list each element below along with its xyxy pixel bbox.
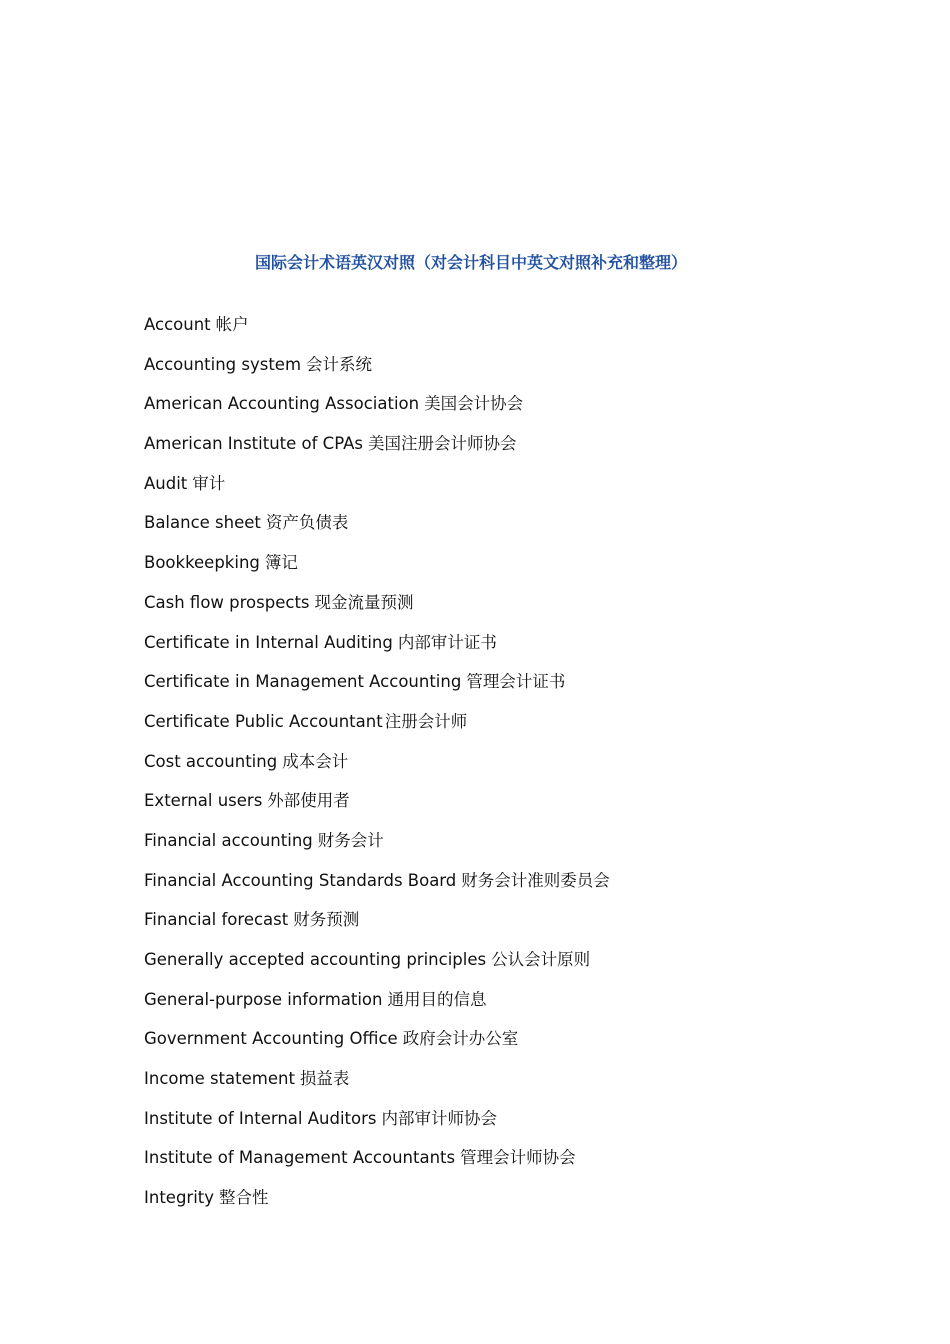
term-item (144, 631, 610, 671)
term-english: Certificate in Management Accounting (144, 672, 462, 692)
term-english: General-purpose information (144, 989, 383, 1009)
term-english: Audit (144, 473, 188, 493)
term-item (144, 829, 610, 869)
term-chinese: 簿记 (264, 553, 298, 573)
term-item (144, 591, 610, 631)
term-english: Generally accepted accounting principles (144, 950, 487, 969)
term-item (144, 988, 610, 1028)
term-chinese: 成本会计 (282, 751, 349, 771)
term-chinese: 帐户 (215, 315, 249, 334)
term-item (144, 750, 610, 790)
term-chinese: 政府会计办公室 (402, 1029, 519, 1049)
term-item (144, 948, 610, 988)
term-english: Financial accounting (144, 830, 313, 850)
term-chinese: 通用目的信息 (387, 989, 487, 1009)
term-english: Accounting system (144, 354, 302, 374)
term-chinese: 审计 (192, 473, 226, 493)
term-english: Cost accounting (144, 751, 278, 771)
term-chinese: 外部使用者 (267, 791, 350, 811)
term-english: Integrity (144, 1188, 215, 1208)
term-item (144, 1067, 610, 1107)
term-english: Financial Accounting Standards Board (144, 870, 457, 890)
term-english: Bookkeepking (144, 553, 260, 573)
term-english: Balance sheet (144, 513, 261, 533)
term-chinese: 内部审计证书 (397, 632, 497, 652)
term-item (144, 1186, 610, 1226)
term-english: Income statement (144, 1069, 295, 1089)
term-item (144, 1027, 610, 1067)
term-english: Certificate Public Accountant (144, 711, 383, 731)
term-english: Institute of Internal Auditors (144, 1108, 377, 1128)
term-chinese: 管理会计证书 (466, 672, 566, 692)
term-item (144, 392, 610, 432)
term-item (144, 710, 610, 750)
term-chinese: 现金流量预测 (314, 592, 414, 612)
term-chinese: 会计系统 (306, 354, 373, 374)
term-english: Account (144, 315, 211, 334)
term-item (144, 511, 610, 551)
term-english: Cash flow prospects (144, 592, 310, 612)
term-english: American Accounting Association (144, 394, 420, 414)
term-item (144, 1146, 610, 1186)
document-title: 国际会计术语英汉对照（对会计科目中英文对照补充和整理） (254, 253, 687, 272)
term-english: Financial forecast (144, 910, 289, 930)
term-english: Institute of Management Accountants (144, 1148, 456, 1168)
term-chinese: 财务预测 (293, 910, 360, 930)
term-item (144, 432, 610, 472)
term-item (144, 789, 610, 829)
term-chinese: 公认会计原则 (491, 950, 591, 969)
term-chinese: 内部审计师协会 (381, 1108, 497, 1128)
term-item (144, 353, 610, 393)
term-chinese: 管理会计师协会 (460, 1148, 576, 1168)
term-list (144, 313, 610, 1226)
term-chinese: 整合性 (219, 1188, 269, 1208)
term-item (144, 313, 610, 353)
term-english: External users (144, 791, 263, 811)
term-chinese: 损益表 (299, 1069, 350, 1089)
term-english: American Institute of CPAs (144, 434, 363, 454)
term-chinese: 财务会计 (317, 830, 384, 850)
term-english: Certificate in Internal Auditing (144, 632, 393, 652)
term-item (144, 551, 610, 591)
term-chinese: 财务会计准则委员会 (461, 870, 610, 890)
term-item (144, 908, 610, 948)
term-chinese: 资产负债表 (265, 513, 349, 533)
term-item (144, 1107, 610, 1147)
term-item (144, 869, 610, 909)
term-item (144, 472, 610, 512)
term-english: Government Accounting Office (144, 1029, 398, 1049)
term-chinese: 注册会计师 (384, 711, 468, 731)
term-chinese: 美国会计协会 (424, 394, 524, 414)
term-item (144, 670, 610, 710)
term-chinese: 美国注册会计师协会 (367, 434, 517, 454)
